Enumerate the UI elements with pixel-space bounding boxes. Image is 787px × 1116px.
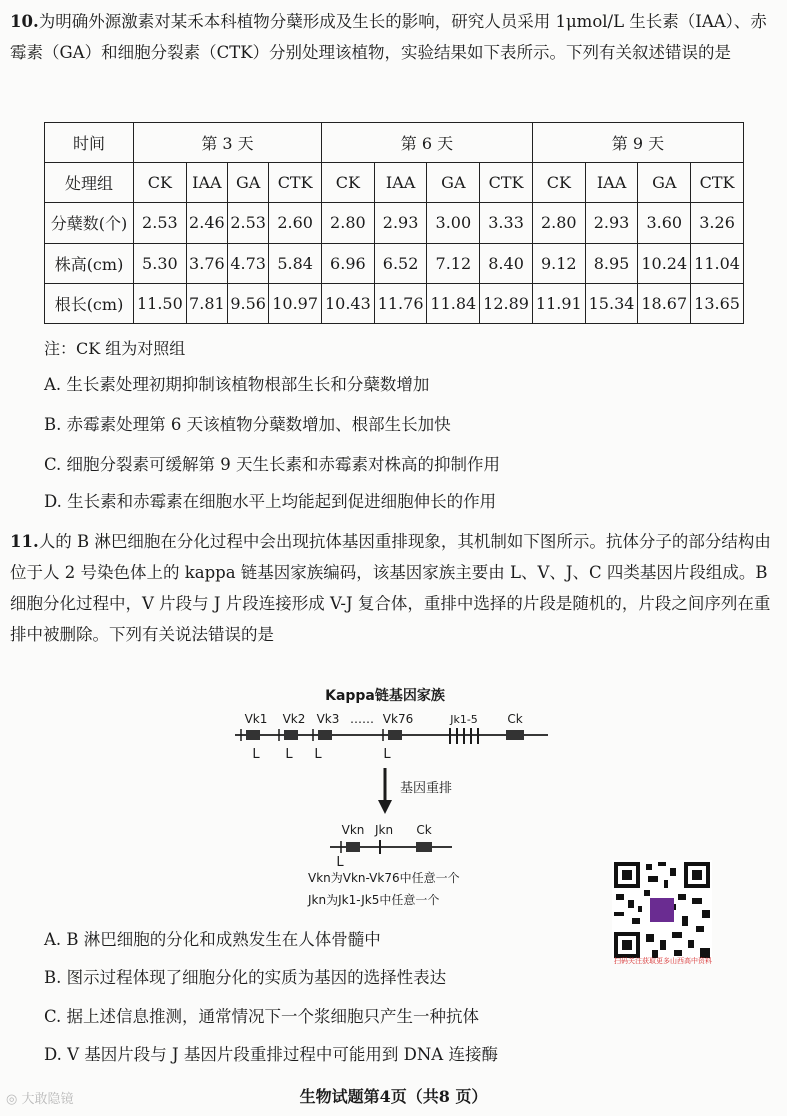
option-b: B. 赤霉素处理第 6 天该植物分蘖数增加、根部生长加快	[44, 415, 451, 434]
value-cell: 2.53	[134, 203, 187, 243]
value-cell: 9.12	[532, 243, 585, 283]
group-cell: CK	[134, 163, 187, 203]
value-cell: 8.95	[585, 243, 638, 283]
table-note: 注：CK 组为对照组	[44, 339, 186, 358]
value-cell: 15.34	[585, 283, 638, 323]
option-c: C. 据上述信息推测，通常情况下一个浆细胞只产生一种抗体	[44, 1007, 480, 1026]
value-cell: 10.43	[322, 283, 375, 323]
diagram-title: Kappa链基因家族	[325, 688, 445, 704]
jkn-label: Jkn	[374, 823, 394, 837]
value-cell: 11.91	[532, 283, 585, 323]
value-cell: 18.67	[638, 283, 691, 323]
value-cell: 6.52	[374, 243, 427, 283]
l-label: L	[285, 747, 293, 762]
value-cell: 2.80	[322, 203, 375, 243]
group-header: 处理组	[45, 163, 134, 203]
qr-caption: 扫码关注获取更多山西高中资料	[614, 957, 712, 965]
row-label: 根长(cm)	[45, 283, 134, 323]
time-header: 时间	[45, 123, 134, 163]
watermark-logo-icon: ◎	[6, 1092, 22, 1107]
group-cell: GA	[427, 163, 480, 203]
v-segment	[318, 730, 332, 740]
v-segment	[388, 730, 402, 740]
value-cell: 2.60	[269, 203, 322, 243]
value-cell: 11.50	[134, 283, 187, 323]
legend-jkn: Jkn为Jk1-Jk5中任意一个	[308, 893, 440, 907]
day-header: 第 3 天	[134, 123, 322, 163]
value-cell: 3.33	[480, 203, 533, 243]
arrow-head-icon	[378, 800, 392, 814]
page-footer: 生物试题第4页（共8 页）	[299, 1087, 488, 1106]
j-label: Jk1-5	[450, 713, 478, 726]
value-cell: 12.89	[480, 283, 533, 323]
v-label: Vk1	[244, 712, 268, 726]
option-d: D. V 基因片段与 J 基因片段重排过程中可能用到 DNA 连接酶	[44, 1045, 498, 1064]
c-label: Ck	[507, 712, 523, 726]
value-cell: 9.56	[228, 283, 269, 323]
value-cell: 2.46	[186, 203, 227, 243]
option-c: C. 细胞分裂素可缓解第 9 天生长素和赤霉素对株高的抑制作用	[44, 455, 501, 474]
value-cell: 6.96	[322, 243, 375, 283]
value-cell: 5.30	[134, 243, 187, 283]
l-label: L	[252, 747, 260, 762]
l-label: L	[314, 747, 322, 762]
value-cell: 5.84	[269, 243, 322, 283]
value-cell: 8.40	[480, 243, 533, 283]
value-cell: 2.53	[228, 203, 269, 243]
group-cell: CTK	[269, 163, 322, 203]
row-label: 株高(cm)	[45, 243, 134, 283]
results-table	[44, 122, 744, 324]
group-cell: GA	[638, 163, 691, 203]
group-cell: IAA	[374, 163, 427, 203]
day-header: 第 6 天	[322, 123, 533, 163]
group-cell: CTK	[480, 163, 533, 203]
v-segment	[246, 730, 260, 740]
v-label: Vk76	[382, 712, 414, 726]
question-number: 11.	[10, 532, 39, 551]
value-cell: 11.76	[374, 283, 427, 323]
question-text: 为明确外源激素对某禾本科植物分蘖形成及生长的影响，研究人员采用 1μmol/L 生长素（IAA）、赤霉素（GA）和细胞分裂素（CTK）分别处理该植物，实验结果如下表所示。下列有关叙述错误的是	[10, 12, 767, 62]
option-b: B. 图示过程体现了细胞分化的实质为基因的选择性表达	[44, 968, 447, 987]
value-cell: 7.12	[427, 243, 480, 283]
qr-code[interactable]	[612, 860, 712, 960]
group-cell: CK	[322, 163, 375, 203]
c-segment	[506, 730, 524, 740]
value-cell: 10.97	[269, 283, 322, 323]
question-11-stem	[10, 526, 780, 650]
v-label: Vk2	[282, 712, 306, 726]
gene-rearrangement-diagram	[220, 680, 550, 910]
l-label: L	[383, 747, 391, 762]
value-cell: 7.81	[186, 283, 227, 323]
value-cell: 2.80	[532, 203, 585, 243]
l-label: L	[336, 855, 344, 870]
watermark-text: 大敢隐镜	[21, 1092, 74, 1107]
value-cell: 2.93	[585, 203, 638, 243]
day-header: 第 9 天	[532, 123, 743, 163]
question-10-stem	[10, 6, 780, 68]
option-a: A. B 淋巴细胞的分化和成熟发生在人体骨髓中	[44, 930, 381, 949]
qr-logo-icon	[650, 898, 674, 922]
group-cell: IAA	[186, 163, 227, 203]
value-cell: 10.24	[638, 243, 691, 283]
v-segment	[284, 730, 298, 740]
option-d: D. 生长素和赤霉素在细胞水平上均能起到促进细胞伸长的作用	[44, 492, 497, 511]
value-cell: 11.84	[427, 283, 480, 323]
group-cell: CK	[532, 163, 585, 203]
value-cell: 3.76	[186, 243, 227, 283]
option-a: A. 生长素处理初期抑制该植物根部生长和分蘖数增加	[44, 375, 430, 394]
group-cell: GA	[228, 163, 269, 203]
c-label: Ck	[416, 823, 432, 837]
question-text: 人的 B 淋巴细胞在分化过程中会出现抗体基因重排现象，其机制如下图所示。抗体分子的部分结构由位于人 2 号染色体上的 kappa 链基因家族编码，该基因家族主要由 L、V、J、C 四类基因片段组成。B 细胞分化过程中，V 片段与 J 片段连接形成 V-J 复合体，重排中选择的片段是随机的，片段之间序列在重排中被删除。下列有关说法错误的是	[10, 532, 771, 644]
arrow-label: 基因重排	[400, 781, 453, 796]
group-cell: CTK	[691, 163, 744, 203]
vkn-label: Vkn	[341, 823, 365, 837]
value-cell: 13.65	[691, 283, 744, 323]
row-label: 分蘖数(个)	[45, 203, 134, 243]
legend-vkn: Vkn为Vkn-Vk76中任意一个	[308, 871, 460, 885]
value-cell: 2.93	[374, 203, 427, 243]
value-cell: 4.73	[228, 243, 269, 283]
v-label: ……	[350, 712, 374, 726]
group-cell: IAA	[585, 163, 638, 203]
value-cell: 3.26	[691, 203, 744, 243]
value-cell: 3.60	[638, 203, 691, 243]
question-number: 10.	[10, 12, 39, 31]
v-label: Vk3	[316, 712, 340, 726]
c-segment	[416, 842, 432, 852]
value-cell: 11.04	[691, 243, 744, 283]
v-segment	[346, 842, 360, 852]
value-cell: 3.00	[427, 203, 480, 243]
